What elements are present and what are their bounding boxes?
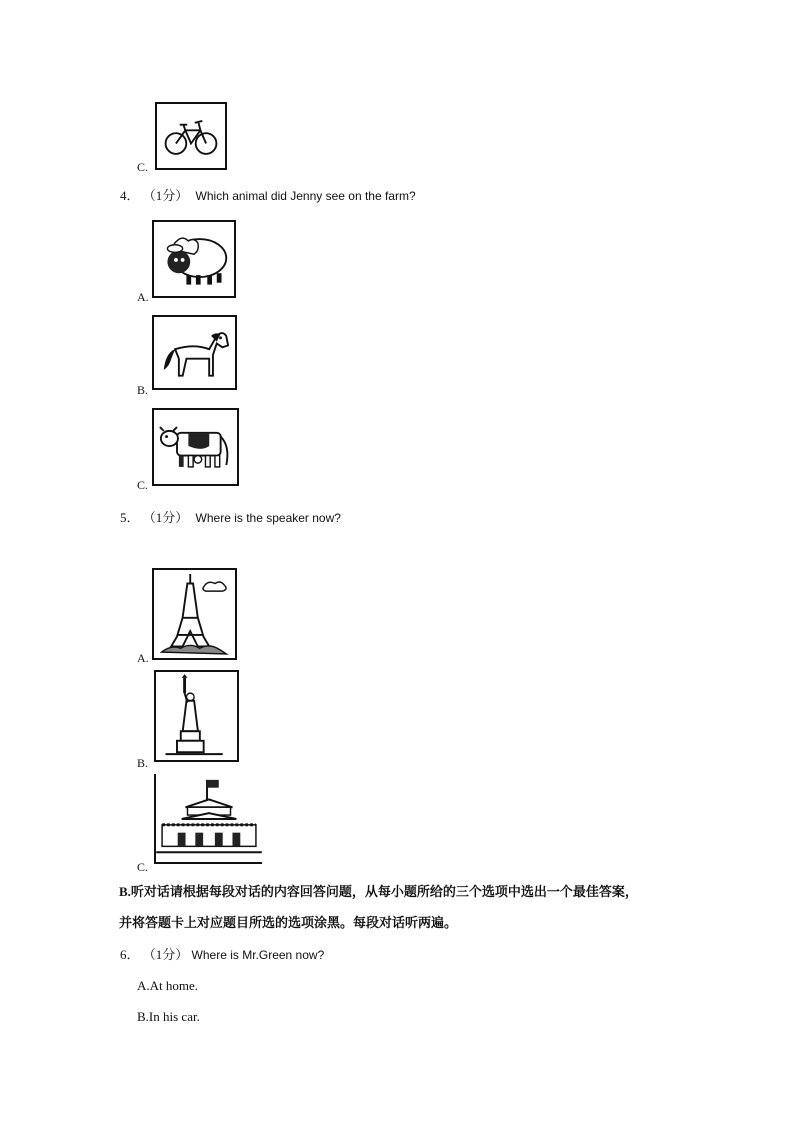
option-c-label: C. — [137, 860, 149, 874]
statue-of-liberty-icon — [156, 672, 237, 760]
tiananmen-icon — [156, 774, 262, 862]
option-a-image — [152, 568, 237, 660]
option-b-image — [152, 315, 237, 390]
cow-icon — [154, 410, 237, 484]
sheep-icon — [154, 222, 234, 296]
eiffel-tower-icon — [154, 570, 235, 658]
question-number: 4． — [120, 188, 140, 203]
question-number: 6． — [120, 947, 140, 962]
question-score: （1分） — [142, 188, 189, 203]
horse-icon — [154, 317, 235, 388]
option-b-label: B. — [137, 383, 149, 397]
option-c-image — [152, 408, 239, 486]
option-a-label: A. — [137, 651, 149, 665]
option-c-label: C. — [137, 160, 149, 174]
question-text: Which animal did Jenny see on the farm? — [195, 189, 416, 203]
question-4 — [120, 188, 416, 204]
question-5 — [120, 510, 341, 526]
section-b-instructions-line1: B.听对话请根据每段对话的内容回答问题，从每小题所给的三个选项中选出一个最佳答案， — [119, 884, 638, 899]
section-b-instructions-line2: 并将答题卡上对应题目所选的选项涂黑。每段对话听两遍。 — [119, 915, 458, 930]
answer-option-a: A.At home. — [137, 978, 199, 993]
question-text: Where is Mr.Green now? — [191, 948, 325, 962]
option-c-image — [154, 774, 262, 864]
question-6 — [120, 947, 324, 963]
question-score: （1分） — [142, 947, 189, 962]
question-text: Where is the speaker now? — [195, 511, 341, 525]
option-a-label: A. — [137, 290, 149, 304]
answer-option-b: B.In his car. — [137, 1009, 200, 1024]
question-number: 5． — [120, 510, 140, 525]
option-b-label: B. — [137, 756, 149, 770]
option-b-image — [154, 670, 239, 762]
option-a-image — [152, 220, 236, 298]
question-score: （1分） — [142, 510, 189, 525]
option-c-label: C. — [137, 478, 149, 492]
bicycle-icon — [157, 104, 225, 168]
option-c-image — [155, 102, 227, 170]
